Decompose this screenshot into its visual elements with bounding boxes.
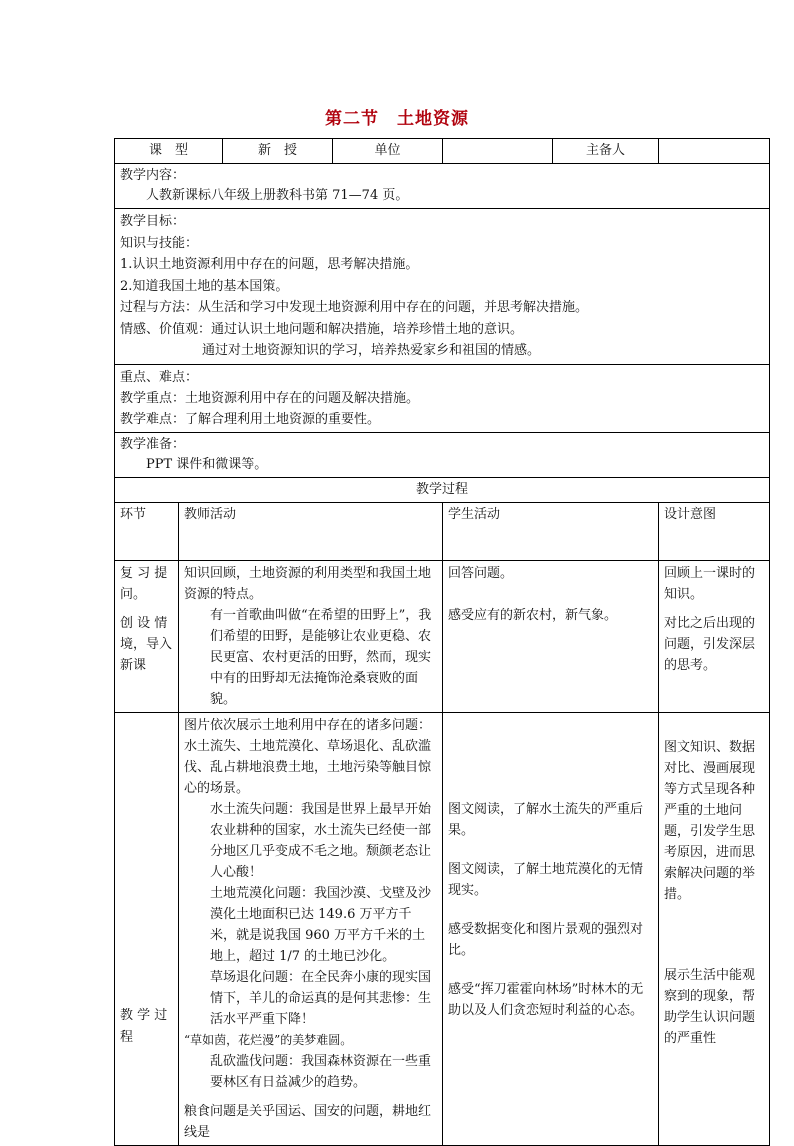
- process-row-2: [115, 712, 770, 1145]
- row2-student: [443, 712, 659, 1145]
- key-heading: 重点、难点：: [120, 369, 199, 385]
- key-row: [115, 364, 770, 432]
- row1-design: [659, 560, 770, 712]
- row1-stage: [115, 560, 179, 712]
- row1-design-b: 对比之后出现的问题，引发深层的思考。: [664, 615, 756, 673]
- content-row: [115, 164, 770, 209]
- unit-label: 单位: [333, 139, 443, 164]
- row2-student-3: 感受数据变化和图片景观的强烈对比。: [448, 921, 644, 958]
- row2-teacher-5: “草如茵，花烂漫”的美梦难圆。: [184, 1032, 353, 1047]
- row2-teacher-2: 水土流失问题：我国是世界上最早开始农业耕种的国家，水土流失已经使一部分地区几乎变成不毛之地。颓颜老态让人心酸！: [210, 801, 432, 880]
- col-teacher: 教师活动: [179, 502, 443, 560]
- knowledge-item-2: 2.知道我国土地的基本国策。: [120, 278, 289, 294]
- process-columns-row: [115, 502, 770, 560]
- row1-teacher-b: 有一首歌曲叫做“在希望的田野上”，我们希望的田野，是能够让农业更稳、农民更富、农村更活的田野，然而，现实中有的田野却无法掩饰沧桑衰败的面貌。: [210, 607, 432, 707]
- row1-stage-a: 复 习 提问。: [120, 565, 168, 602]
- header-row: [115, 139, 770, 164]
- row2-design-1: 图文知识、数据对比、漫画展现等方式呈现各种严重的土地问题，引发学生思考原因，进而思索解决问题的举措。: [664, 739, 756, 902]
- goals-cell: [115, 209, 770, 365]
- col-student: 学生活动: [443, 502, 659, 560]
- key-difficulty: 教学难点：了解合理利用土地资源的重要性。: [120, 411, 381, 427]
- knowledge-heading: 知识与技能：: [120, 235, 199, 251]
- process-heading: 教学过程: [115, 477, 770, 502]
- row1-stage-b: 创 设 情境，导入新课: [120, 615, 173, 673]
- row2-stage-text: 教 学 过程: [120, 1007, 168, 1045]
- emotion-text-2: 通过对土地资源知识的学习，培养热爱家乡和祖国的情感。: [202, 343, 541, 358]
- process-heading-row: [115, 477, 770, 502]
- row1-student-a: 回答问题。: [448, 565, 514, 581]
- lesson-type-value: 新 授: [223, 139, 333, 164]
- content-cell: [115, 164, 770, 209]
- prep-cell: [115, 432, 770, 477]
- row1-teacher: [179, 560, 443, 712]
- col-design: 设计意图: [659, 502, 770, 560]
- row2-design: [659, 712, 770, 1145]
- emotion-text-1: 情感、价值观：通过认识土地问题和解决措施，培养珍惜土地的意识。: [120, 321, 524, 337]
- row2-teacher-6: 乱砍滥伐问题：我国森林资源在一些重要林区有日益减少的趋势。: [210, 1053, 432, 1090]
- row2-teacher-3: 土地荒漠化问题：我国沙漠、戈壁及沙漠化土地面积已达 149.6 万平方千米，就是说我国 960 万平方千米的土地上，超过 1/7 的土地已沙化。: [210, 885, 432, 964]
- prep-row: [115, 432, 770, 477]
- page-title: 第二节 土地资源: [325, 109, 469, 129]
- row2-student-4: 感受“挥刀霍霍向林场”时林木的无助以及人们贪恋短时利益的心态。: [448, 981, 644, 1018]
- method-text: 过程与方法：从生活和学习中发现土地资源利用中存在的问题，并思考解决措施。: [120, 300, 589, 315]
- row2-teacher-1: 图片依次展示土地利用中存在的诸多问题：水土流失、土地荒漠化、草场退化、乱砍滥伐、乱占耕地浪费土地，土地污染等触目惊心的场景。: [184, 717, 432, 796]
- content-heading: 教学内容：: [120, 168, 186, 183]
- goals-heading: 教学目标：: [120, 214, 186, 229]
- row2-student-2: 图文阅读，了解土地荒漠化的无情现实。: [448, 861, 644, 898]
- unit-value: [443, 139, 553, 164]
- row1-student-b: 感受应有的新农村，新气象。: [448, 607, 618, 623]
- row1-design-a: 回顾上一课时的知识。: [664, 565, 756, 602]
- row2-design-2: 展示生活中能观察到的现象，帮助学生认识问题的严重性: [664, 967, 756, 1046]
- row1-student: [443, 560, 659, 712]
- row1-teacher-a: 知识回顾，土地资源的利用类型和我国土地资源的特点。: [184, 565, 432, 602]
- process-row-1: [115, 560, 770, 712]
- col-stage: 环节: [115, 502, 179, 560]
- row2-teacher: [179, 712, 443, 1145]
- row2-student-1: 图文阅读，了解水土流失的严重后果。: [448, 801, 644, 838]
- lead-label: 主备人: [553, 139, 659, 164]
- key-focus: 教学重点：土地资源利用中存在的问题及解决措施。: [120, 390, 420, 406]
- row2-teacher-7: 粮食问题是关乎国运、国安的问题，耕地红线是: [184, 1103, 432, 1140]
- prep-heading: 教学准备：: [120, 436, 186, 452]
- knowledge-item-1: 1.认识土地资源利用中存在的问题，思考解决措施。: [120, 257, 419, 272]
- lead-value: [659, 139, 770, 164]
- row2-teacher-4: 草场退化问题：在全民奔小康的现实国情下，羊儿的命运真的是何其悲惨：生活水平严重下降！: [210, 969, 432, 1027]
- row2-stage: [115, 712, 179, 1145]
- key-cell: [115, 364, 770, 432]
- lesson-plan-table: [114, 138, 770, 1146]
- prep-text: PPT 课件和微课等。: [146, 456, 268, 472]
- content-text: 人教新课标八年级上册教科书第 71—74 页。: [146, 188, 409, 203]
- lesson-type-label: 课 型: [115, 139, 223, 164]
- goals-row: [115, 209, 770, 365]
